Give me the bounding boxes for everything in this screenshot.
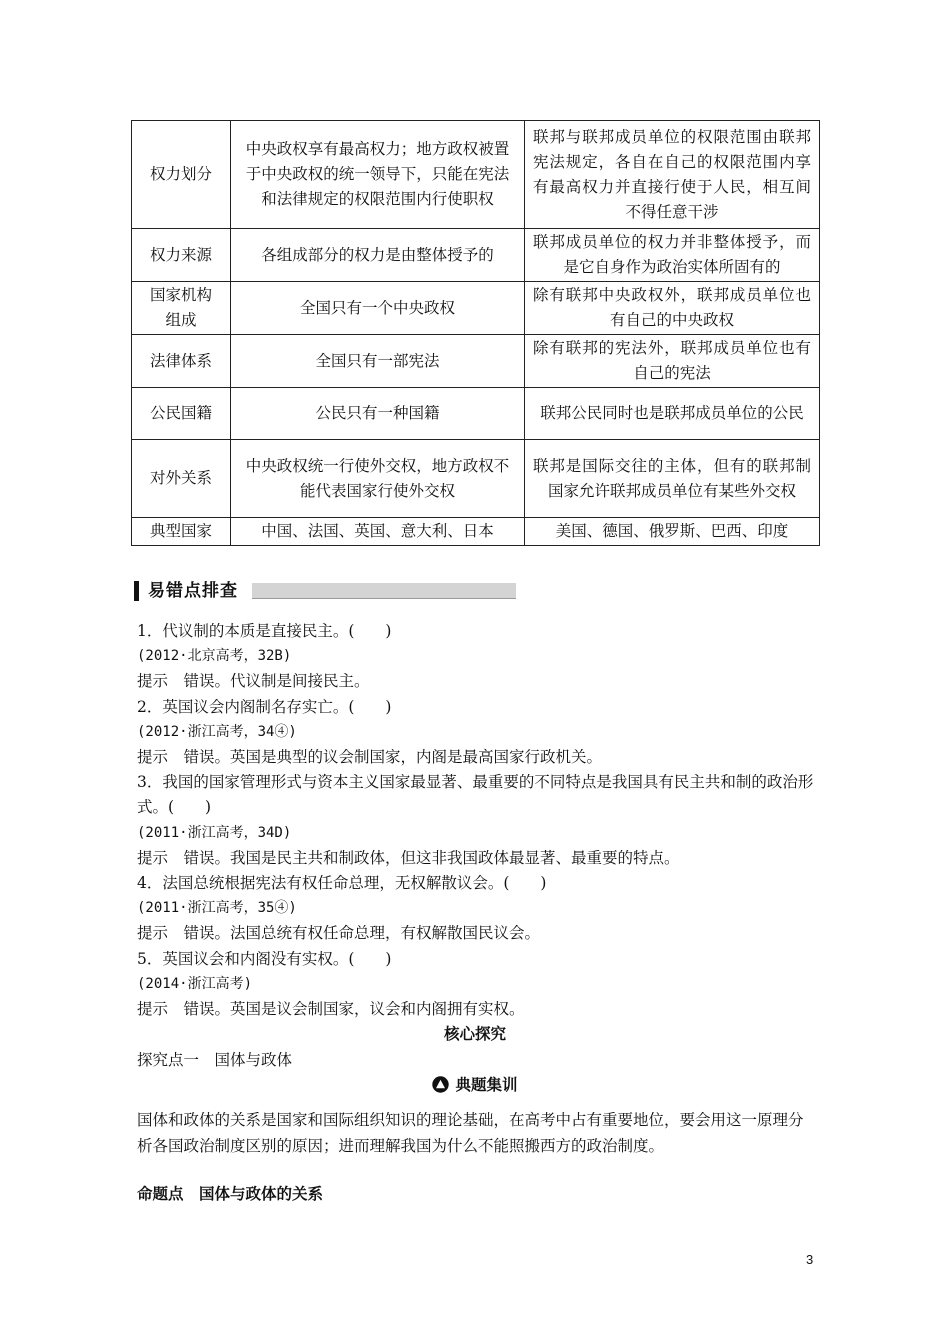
unitary-cell: 公民只有一种国籍 bbox=[231, 388, 525, 440]
federal-cell: 除有联邦中央政权外，联邦成员单位也有自己的中央政权 bbox=[525, 282, 820, 335]
row-label: 对外关系 bbox=[132, 440, 231, 518]
error-check-header bbox=[134, 580, 518, 602]
question-source: (2011·浙江高考，34D) bbox=[137, 824, 292, 841]
topic-heading: 命题点 国体与政体的关系 bbox=[137, 1185, 324, 1203]
federal-cell: 联邦是国际交往的主体，但有的联邦制国家允许联邦成员单位有某些外交权 bbox=[525, 440, 820, 518]
table-row bbox=[132, 229, 820, 282]
training-heading bbox=[0, 1074, 950, 1099]
answer-hint: 提示 错误。法国总统有权任命总理，有权解散国民议会。 bbox=[137, 924, 541, 943]
section-title-rule bbox=[252, 583, 516, 599]
answer-hint: 提示 错误。我国是民主共和制政体，但这非我国政体最显著、最重要的特点。 bbox=[137, 848, 680, 867]
question-source: (2012·北京高考，32B) bbox=[137, 648, 292, 665]
question-text: 2．英国议会内阁制名存实亡。( ) bbox=[137, 697, 392, 716]
table-row bbox=[132, 388, 820, 440]
table-row bbox=[132, 282, 820, 335]
table-row bbox=[132, 335, 820, 388]
section-title: 易错点排查 bbox=[148, 581, 238, 601]
unitary-cell: 中央政权享有最高权力；地方政权被置于中央政权的统一领导下，只能在宪法和法律规定的权限范围内行使职权 bbox=[231, 121, 525, 229]
question-text: 3．我国的国家管理形式与资本主义国家最显著、最重要的不同特点是我国具有民主共和制的政治形式。( ) bbox=[137, 773, 814, 817]
federal-cell: 联邦成员单位的权力并非整体授予，而是它自身作为政治实体所固有的 bbox=[525, 229, 820, 282]
federal-cell: 美国、德国、俄罗斯、巴西、印度 bbox=[525, 518, 820, 546]
core-inquiry-title: 核心探究 bbox=[443, 1025, 506, 1043]
question-text: 5．英国议会和内阁没有实权。( ) bbox=[137, 949, 392, 968]
row-label: 国家机构组成 bbox=[132, 282, 231, 335]
row-label: 法律体系 bbox=[132, 335, 231, 388]
unitary-cell: 中国、法国、英国、意大利、日本 bbox=[231, 518, 525, 546]
federal-cell: 除有联邦的宪法外，联邦成员单位也有自己的宪法 bbox=[525, 335, 820, 388]
question-source: (2014·浙江高考) bbox=[137, 975, 253, 992]
unitary-cell: 各组成部分的权力是由整体授予的 bbox=[231, 229, 525, 282]
row-label: 公民国籍 bbox=[132, 388, 231, 440]
answer-hint: 提示 错误。英国是典型的议会制国家，内阁是最高国家行政机关。 bbox=[137, 748, 603, 767]
table-row bbox=[132, 518, 820, 546]
intro-paragraph: 国体和政体的关系是国家和国际组织知识的理论基础，在高考中占有重要地位，要会用这一原理分析各国政治制度区别的原因；进而理解我国为什么不能照搬西方的政治制度。 bbox=[137, 1111, 804, 1155]
row-label: 权力来源 bbox=[132, 229, 231, 282]
federal-cell: 联邦公民同时也是联邦成员单位的公民 bbox=[525, 388, 820, 440]
error-check-list bbox=[137, 619, 817, 1022]
unitary-cell: 全国只有一个中央政权 bbox=[231, 282, 525, 335]
unitary-cell: 中央政权统一行使外交权，地方政权不能代表国家行使外交权 bbox=[231, 440, 525, 518]
table-row bbox=[132, 440, 820, 518]
explore-point-heading: 探究点一 国体与政体 bbox=[137, 1051, 293, 1069]
row-label: 典型国家 bbox=[132, 518, 231, 546]
section-marker-bar bbox=[134, 581, 139, 601]
question-source: (2012·浙江高考，34④) bbox=[137, 723, 297, 740]
table-row bbox=[132, 121, 820, 229]
federal-cell: 联邦与联邦成员单位的权限范围由联邦宪法规定，各自在自己的权限范围内享有最高权力并直接行使于人民，相互间不得任意干涉 bbox=[525, 121, 820, 229]
training-heading-text: 典题集训 bbox=[455, 1076, 518, 1094]
question-text: 1．代议制的本质是直接民主。( ) bbox=[137, 622, 392, 640]
question-source: (2011·浙江高考，35④) bbox=[137, 900, 297, 917]
answer-hint: 提示 错误。代议制是间接民主。 bbox=[137, 672, 370, 691]
row-label: 权力划分 bbox=[132, 121, 231, 229]
unitary-cell: 全国只有一部宪法 bbox=[231, 335, 525, 388]
question-text: 4．法国总统根据宪法有权任命总理，无权解散议会。( ) bbox=[137, 874, 547, 893]
page-number: 3 bbox=[806, 1252, 814, 1267]
triangle-badge-icon bbox=[432, 1076, 449, 1099]
answer-hint: 提示 错误。英国是议会制国家，议会和内阁拥有实权。 bbox=[137, 1000, 525, 1019]
comparison-table bbox=[131, 120, 820, 546]
